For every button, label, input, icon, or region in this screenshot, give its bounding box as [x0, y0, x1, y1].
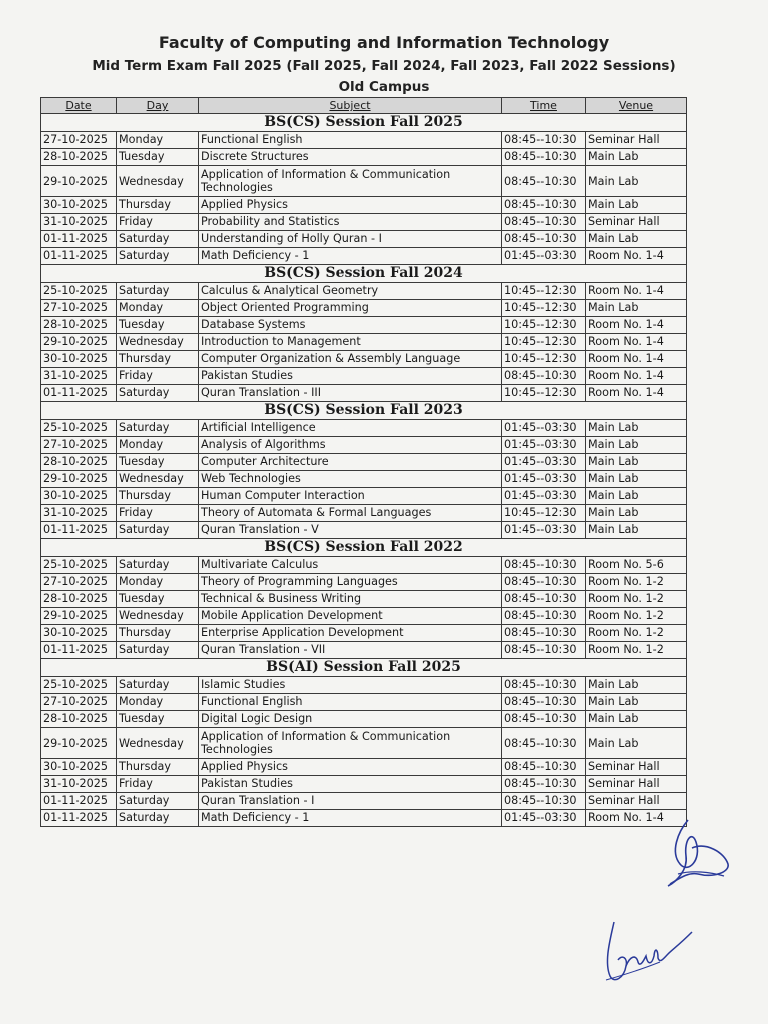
cell-day: Friday: [117, 214, 199, 231]
cell-date: 30-10-2025: [41, 488, 117, 505]
cell-date: 28-10-2025: [41, 149, 117, 166]
table-row: [41, 625, 687, 642]
cell-date: 30-10-2025: [41, 759, 117, 776]
table-row: [41, 711, 687, 728]
cell-venue: Main Lab: [586, 677, 687, 694]
cell-day: Tuesday: [117, 591, 199, 608]
cell-date: 31-10-2025: [41, 505, 117, 522]
table-row: [41, 248, 687, 265]
cell-venue: Main Lab: [586, 300, 687, 317]
cell-venue: Main Lab: [586, 454, 687, 471]
cell-date: 28-10-2025: [41, 711, 117, 728]
cell-subject: Digital Logic Design: [199, 711, 502, 728]
table-row: [41, 591, 687, 608]
cell-date: 29-10-2025: [41, 471, 117, 488]
schedule-body: [41, 114, 687, 827]
table-row: [41, 214, 687, 231]
cell-time: 08:45--10:30: [502, 776, 586, 793]
table-row: [41, 420, 687, 437]
column-header-venue: Venue: [586, 98, 687, 114]
cell-day: Wednesday: [117, 166, 199, 197]
table-row: [41, 149, 687, 166]
cell-venue: Room No. 1-4: [586, 317, 687, 334]
cell-time: 01:45--03:30: [502, 488, 586, 505]
cell-subject: Artificial Intelligence: [199, 420, 502, 437]
table-row: [41, 677, 687, 694]
cell-time: 10:45--12:30: [502, 505, 586, 522]
signature-1-image: [658, 812, 738, 892]
cell-date: 25-10-2025: [41, 420, 117, 437]
cell-subject: Application of Information & Communication Technologies: [199, 166, 502, 197]
cell-day: Saturday: [117, 283, 199, 300]
cell-day: Monday: [117, 574, 199, 591]
cell-venue: Seminar Hall: [586, 759, 687, 776]
campus-label: Old Campus: [338, 79, 430, 95]
cell-day: Thursday: [117, 351, 199, 368]
cell-venue: Room No. 1-4: [586, 385, 687, 402]
section-title: BS(CS) Session Fall 2022: [41, 539, 687, 557]
cell-time: 10:45--12:30: [502, 317, 586, 334]
table-row: [41, 197, 687, 214]
cell-date: 01-11-2025: [41, 793, 117, 810]
cell-time: 01:45--03:30: [502, 454, 586, 471]
cell-day: Saturday: [117, 522, 199, 539]
table-row: [41, 810, 687, 827]
cell-day: Friday: [117, 368, 199, 385]
cell-venue: Room No. 1-2: [586, 574, 687, 591]
cell-time: 08:45--10:30: [502, 608, 586, 625]
cell-day: Wednesday: [117, 471, 199, 488]
cell-venue: Main Lab: [586, 420, 687, 437]
cell-time: 08:45--10:30: [502, 642, 586, 659]
cell-date: 27-10-2025: [41, 132, 117, 149]
table-row: [41, 351, 687, 368]
cell-subject: Discrete Structures: [199, 149, 502, 166]
cell-time: 01:45--03:30: [502, 248, 586, 265]
table-row: [41, 608, 687, 625]
cell-subject: Pakistan Studies: [199, 368, 502, 385]
table-row: [41, 776, 687, 793]
cell-subject: Object Oriented Programming: [199, 300, 502, 317]
cell-time: 08:45--10:30: [502, 694, 586, 711]
section-header-row: [41, 114, 687, 132]
cell-day: Saturday: [117, 420, 199, 437]
cell-subject: Applied Physics: [199, 759, 502, 776]
cell-date: 01-11-2025: [41, 231, 117, 248]
cell-time: 10:45--12:30: [502, 283, 586, 300]
cell-subject: Quran Translation - I: [199, 793, 502, 810]
cell-day: Saturday: [117, 677, 199, 694]
cell-date: 30-10-2025: [41, 625, 117, 642]
cell-time: 01:45--03:30: [502, 420, 586, 437]
cell-date: 31-10-2025: [41, 214, 117, 231]
section-header-row: [41, 659, 687, 677]
cell-subject: Understanding of Holly Quran - I: [199, 231, 502, 248]
table-row: [41, 488, 687, 505]
cell-venue: Room No. 1-4: [586, 248, 687, 265]
cell-subject: Technical & Business Writing: [199, 591, 502, 608]
cell-day: Saturday: [117, 248, 199, 265]
cell-venue: Room No. 5-6: [586, 557, 687, 574]
cell-date: 01-11-2025: [41, 642, 117, 659]
column-header-subject: Subject: [199, 98, 502, 114]
column-header-day: Day: [117, 98, 199, 114]
cell-subject: Quran Translation - V: [199, 522, 502, 539]
cell-time: 08:45--10:30: [502, 132, 586, 149]
cell-day: Monday: [117, 694, 199, 711]
cell-day: Monday: [117, 132, 199, 149]
table-row: [41, 132, 687, 149]
cell-day: Tuesday: [117, 454, 199, 471]
cell-day: Tuesday: [117, 149, 199, 166]
cell-venue: Room No. 1-4: [586, 810, 687, 827]
cell-date: 27-10-2025: [41, 574, 117, 591]
cell-venue: Seminar Hall: [586, 793, 687, 810]
cell-subject: Math Deficiency - 1: [199, 248, 502, 265]
exam-schedule-table: [40, 97, 687, 827]
cell-day: Tuesday: [117, 317, 199, 334]
cell-day: Saturday: [117, 231, 199, 248]
table-row: [41, 759, 687, 776]
cell-time: 10:45--12:30: [502, 334, 586, 351]
cell-day: Wednesday: [117, 608, 199, 625]
table-row: [41, 505, 687, 522]
cell-day: Friday: [117, 776, 199, 793]
signature-2-image: [600, 910, 700, 990]
cell-venue: Room No. 1-2: [586, 642, 687, 659]
cell-venue: Room No. 1-4: [586, 368, 687, 385]
cell-venue: Main Lab: [586, 166, 687, 197]
cell-time: 08:45--10:30: [502, 166, 586, 197]
section-title: BS(CS) Session Fall 2025: [41, 114, 687, 132]
cell-time: 08:45--10:30: [502, 149, 586, 166]
cell-venue: Room No. 1-2: [586, 608, 687, 625]
cell-date: 28-10-2025: [41, 454, 117, 471]
table-row: [41, 454, 687, 471]
table-row: [41, 793, 687, 810]
cell-subject: Enterprise Application Development: [199, 625, 502, 642]
cell-time: 08:45--10:30: [502, 677, 586, 694]
cell-subject: Application of Information & Communication Technologies: [199, 728, 502, 759]
cell-date: 31-10-2025: [41, 368, 117, 385]
section-title: BS(AI) Session Fall 2025: [41, 659, 687, 677]
table-row: [41, 557, 687, 574]
cell-subject: Web Technologies: [199, 471, 502, 488]
cell-date: 28-10-2025: [41, 317, 117, 334]
cell-venue: Room No. 1-4: [586, 334, 687, 351]
cell-day: Monday: [117, 437, 199, 454]
cell-day: Thursday: [117, 197, 199, 214]
cell-venue: Room No. 1-2: [586, 625, 687, 642]
cell-date: 01-11-2025: [41, 810, 117, 827]
table-row: [41, 522, 687, 539]
table-row: [41, 385, 687, 402]
table-row: [41, 368, 687, 385]
table-row: [41, 334, 687, 351]
cell-day: Thursday: [117, 488, 199, 505]
cell-time: 08:45--10:30: [502, 368, 586, 385]
cell-time: 01:45--03:30: [502, 810, 586, 827]
cell-venue: Room No. 1-4: [586, 283, 687, 300]
cell-date: 29-10-2025: [41, 608, 117, 625]
cell-venue: Main Lab: [586, 197, 687, 214]
cell-time: 08:45--10:30: [502, 728, 586, 759]
cell-day: Monday: [117, 300, 199, 317]
cell-day: Saturday: [117, 810, 199, 827]
cell-subject: Introduction to Management: [199, 334, 502, 351]
cell-subject: Theory of Automata & Formal Languages: [199, 505, 502, 522]
cell-date: 27-10-2025: [41, 300, 117, 317]
cell-venue: Room No. 1-2: [586, 591, 687, 608]
cell-subject: Calculus & Analytical Geometry: [199, 283, 502, 300]
cell-venue: Main Lab: [586, 488, 687, 505]
cell-date: 01-11-2025: [41, 385, 117, 402]
cell-venue: Main Lab: [586, 471, 687, 488]
cell-date: 29-10-2025: [41, 728, 117, 759]
cell-day: Saturday: [117, 385, 199, 402]
document-subtitle: Mid Term Exam Fall 2025 (Fall 2025, Fall 2024, Fall 2023, Fall 2022 Sessions): [92, 58, 676, 74]
cell-day: Thursday: [117, 759, 199, 776]
table-row: [41, 694, 687, 711]
cell-day: Saturday: [117, 793, 199, 810]
table-row: [41, 283, 687, 300]
cell-date: 30-10-2025: [41, 351, 117, 368]
cell-time: 08:45--10:30: [502, 197, 586, 214]
cell-subject: Functional English: [199, 694, 502, 711]
table-row: [41, 574, 687, 591]
cell-date: 29-10-2025: [41, 334, 117, 351]
cell-day: Saturday: [117, 557, 199, 574]
cell-day: Thursday: [117, 625, 199, 642]
table-row: [41, 728, 687, 759]
cell-venue: Main Lab: [586, 231, 687, 248]
section-header-row: [41, 265, 687, 283]
cell-time: 08:45--10:30: [502, 793, 586, 810]
cell-time: 08:45--10:30: [502, 591, 586, 608]
cell-venue: Room No. 1-4: [586, 351, 687, 368]
cell-venue: Main Lab: [586, 505, 687, 522]
cell-subject: Database Systems: [199, 317, 502, 334]
cell-time: 08:45--10:30: [502, 214, 586, 231]
cell-subject: Analysis of Algorithms: [199, 437, 502, 454]
table-row: [41, 300, 687, 317]
cell-date: 25-10-2025: [41, 283, 117, 300]
table-header-row: [41, 98, 687, 114]
cell-day: Saturday: [117, 642, 199, 659]
cell-venue: Main Lab: [586, 728, 687, 759]
cell-subject: Mobile Application Development: [199, 608, 502, 625]
cell-venue: Seminar Hall: [586, 214, 687, 231]
cell-subject: Quran Translation - VII: [199, 642, 502, 659]
cell-subject: Computer Architecture: [199, 454, 502, 471]
table-row: [41, 642, 687, 659]
table-row: [41, 317, 687, 334]
cell-venue: Main Lab: [586, 711, 687, 728]
cell-time: 08:45--10:30: [502, 574, 586, 591]
column-header-time: Time: [502, 98, 586, 114]
cell-time: 01:45--03:30: [502, 437, 586, 454]
table-row: [41, 437, 687, 454]
cell-venue: Seminar Hall: [586, 132, 687, 149]
cell-time: 08:45--10:30: [502, 557, 586, 574]
cell-day: Friday: [117, 505, 199, 522]
cell-date: 27-10-2025: [41, 437, 117, 454]
cell-date: 01-11-2025: [41, 248, 117, 265]
cell-subject: Human Computer Interaction: [199, 488, 502, 505]
cell-venue: Main Lab: [586, 522, 687, 539]
cell-time: 10:45--12:30: [502, 351, 586, 368]
cell-date: 27-10-2025: [41, 694, 117, 711]
cell-venue: Main Lab: [586, 694, 687, 711]
cell-day: Tuesday: [117, 711, 199, 728]
cell-subject: Islamic Studies: [199, 677, 502, 694]
cell-subject: Applied Physics: [199, 197, 502, 214]
cell-subject: Math Deficiency - 1: [199, 810, 502, 827]
cell-date: 29-10-2025: [41, 166, 117, 197]
cell-date: 31-10-2025: [41, 776, 117, 793]
column-header-date: Date: [41, 98, 117, 114]
cell-time: 01:45--03:30: [502, 522, 586, 539]
section-header-row: [41, 402, 687, 420]
cell-time: 01:45--03:30: [502, 471, 586, 488]
cell-time: 08:45--10:30: [502, 625, 586, 642]
cell-day: Wednesday: [117, 728, 199, 759]
cell-subject: Probability and Statistics: [199, 214, 502, 231]
cell-time: 08:45--10:30: [502, 711, 586, 728]
cell-subject: Quran Translation - III: [199, 385, 502, 402]
cell-venue: Seminar Hall: [586, 776, 687, 793]
section-title: BS(CS) Session Fall 2024: [41, 265, 687, 283]
cell-time: 08:45--10:30: [502, 759, 586, 776]
cell-time: 10:45--12:30: [502, 300, 586, 317]
cell-venue: Main Lab: [586, 149, 687, 166]
cell-date: 25-10-2025: [41, 677, 117, 694]
cell-subject: Pakistan Studies: [199, 776, 502, 793]
cell-date: 25-10-2025: [41, 557, 117, 574]
cell-time: 10:45--12:30: [502, 385, 586, 402]
cell-time: 08:45--10:30: [502, 231, 586, 248]
cell-subject: Computer Organization & Assembly Language: [199, 351, 502, 368]
table-row: [41, 231, 687, 248]
cell-subject: Theory of Programming Languages: [199, 574, 502, 591]
cell-subject: Multivariate Calculus: [199, 557, 502, 574]
cell-venue: Main Lab: [586, 437, 687, 454]
table-row: [41, 471, 687, 488]
table-row: [41, 166, 687, 197]
cell-day: Wednesday: [117, 334, 199, 351]
section-title: BS(CS) Session Fall 2023: [41, 402, 687, 420]
cell-subject: Functional English: [199, 132, 502, 149]
cell-date: 01-11-2025: [41, 522, 117, 539]
section-header-row: [41, 539, 687, 557]
document-title: Faculty of Computing and Information Technology: [158, 33, 610, 52]
cell-date: 28-10-2025: [41, 591, 117, 608]
cell-date: 30-10-2025: [41, 197, 117, 214]
